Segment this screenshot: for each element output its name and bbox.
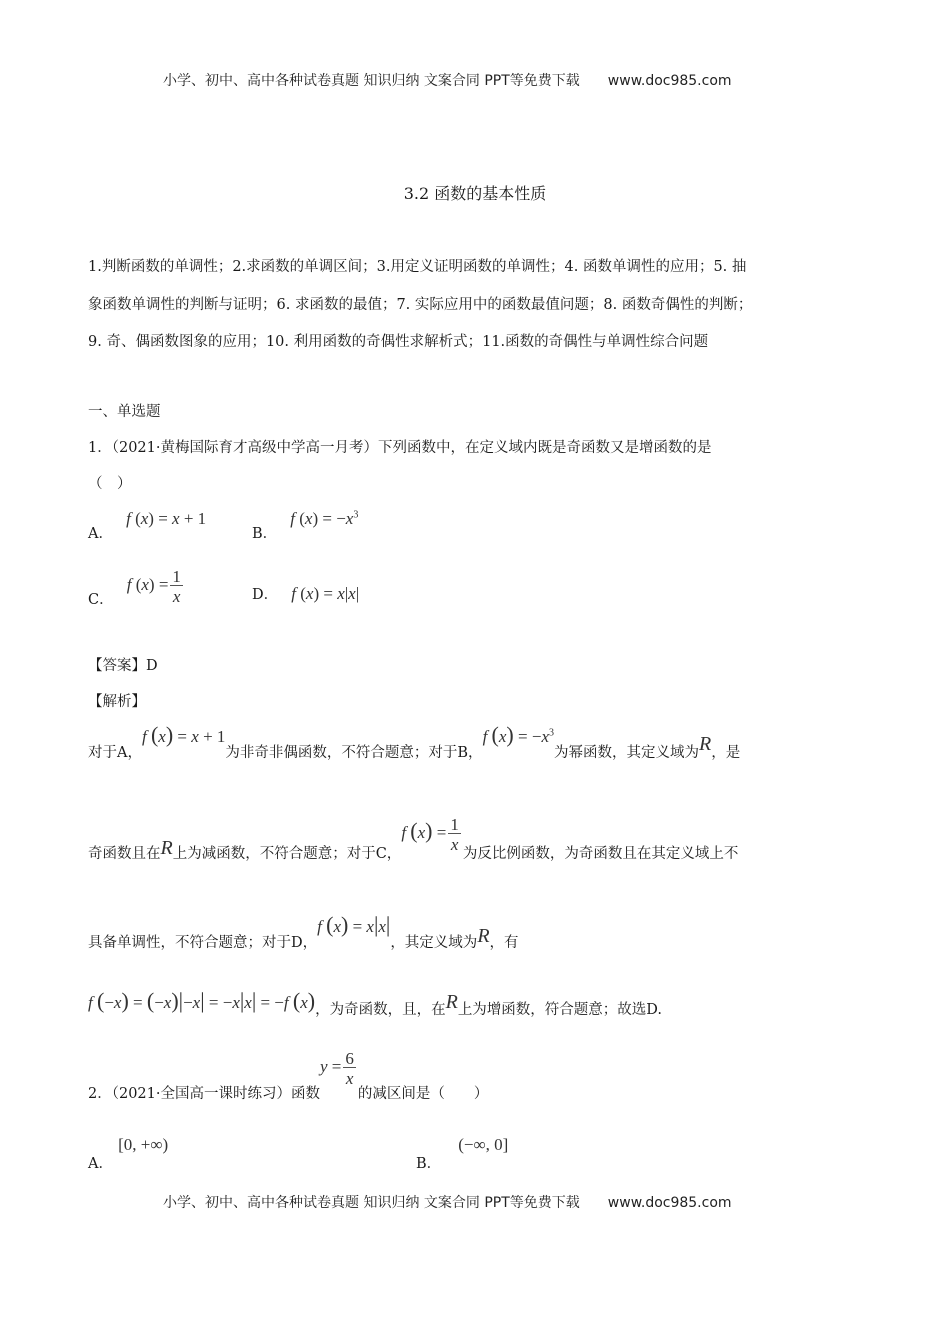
question-1-blank: （ ） <box>88 476 132 492</box>
formula-b: f $(x) = -x^3$ <box>482 722 554 747</box>
page-title: 3.2 函数的基本性质 <box>403 184 547 203</box>
formula-odd-proof: f (−x) = (−x)|−x| = −x|x| = −f (x) <box>88 988 316 1013</box>
option-b[interactable] <box>252 508 359 542</box>
option-label: D． <box>252 587 279 603</box>
analysis-text: 具备单调性，不符合题意；对于D， <box>88 935 318 951</box>
analysis-label: 【解析】 <box>88 694 146 710</box>
analysis-line-4 <box>88 988 663 1018</box>
set-r: R <box>477 925 490 947</box>
option-c-formula: f (x) = $\frac{1}{x}$ <box>126 567 181 606</box>
header-banner-url[interactable]: www.doc985.com <box>607 73 732 89</box>
option-a-formula: f (x) = x + 1 <box>126 509 207 528</box>
formula-d: f (x) = x|x| <box>317 912 391 937</box>
option-label: A． <box>88 1156 113 1172</box>
analysis-text: ，为奇函数，且，在 <box>315 1002 446 1018</box>
footer-banner-text: 小学、初中、高中各种试卷真题 知识归纳 文案合同 PPT等免费下载 <box>163 1195 580 1211</box>
option-c[interactable] <box>88 567 185 609</box>
question-text-end: 的减区间是（ ） <box>357 1086 489 1103</box>
section-heading: 一、单选题 <box>88 404 161 420</box>
option-label: A． <box>88 526 113 542</box>
q2-option-a[interactable] <box>88 1134 169 1172</box>
q2-option-a-formula: [0, +∞) <box>118 1135 169 1154</box>
option-a[interactable] <box>88 508 207 542</box>
analysis-text: 奇函数且在 <box>88 846 161 863</box>
header-banner <box>163 70 732 90</box>
question-2-stem <box>88 1049 489 1103</box>
option-b-formula: f $(x) = -x^3$ <box>290 509 359 528</box>
question-1-stem <box>88 436 712 457</box>
option-d[interactable] <box>252 583 359 604</box>
analysis-line-1 <box>88 722 741 761</box>
q2-option-b[interactable] <box>416 1134 509 1172</box>
question-number: 2． <box>88 1086 112 1103</box>
set-r: R <box>698 733 712 755</box>
analysis-text: 为幂函数，其定义域为 <box>553 745 699 761</box>
analysis-text: ，其定义域为 <box>390 935 478 951</box>
analysis-text: 为非奇非偶函数，不符合题意；对于B， <box>225 745 483 761</box>
answer-line <box>88 654 158 675</box>
question-text: （2021·全国高一课时练习）函数 <box>111 1086 320 1103</box>
question-text: （2021·黄梅国际育才高级中学高一月考）下列函数中，在定义域内既是奇函数又是增函数的是 <box>111 440 712 456</box>
analysis-text: 为反比例函数，为奇函数且在其定义域上不 <box>462 846 739 863</box>
footer-banner <box>163 1192 732 1212</box>
answer-label: 【答案】 <box>88 658 146 674</box>
analysis-text: 上为增函数，符合题意；故选D. <box>457 1002 663 1018</box>
option-label: B． <box>252 526 278 542</box>
analysis-text: ，是 <box>711 745 741 761</box>
topics-line-3: 9. 奇、偶函数图象的应用；10. 利用函数的奇偶性求解析式；11.函数的奇偶性与单调性综合问题 <box>88 334 709 350</box>
q2-option-b-formula: (−∞, 0] <box>458 1135 509 1154</box>
answer-value: D <box>146 658 158 674</box>
topics-line-1: 1.判断函数的单调性；2.求函数的单调区间；3.用定义证明函数的单调性；4. 函数单调性的应用；5. 抽 <box>88 259 747 275</box>
formula-y-6-over-x: y = $\frac{6}{x}$ <box>320 1049 354 1088</box>
formula-a: f (x) = x + 1 <box>141 722 226 747</box>
analysis-line-2 <box>88 815 739 863</box>
question-number: 1． <box>88 440 112 456</box>
option-label: C． <box>88 592 114 609</box>
formula-c: f (x) = $\frac{1}{x}$ <box>401 815 459 854</box>
header-banner-text: 小学、初中、高中各种试卷真题 知识归纳 文案合同 PPT等免费下载 <box>163 73 580 89</box>
footer-banner-url[interactable]: www.doc985.com <box>607 1195 732 1211</box>
set-r: R <box>445 991 458 1013</box>
analysis-text: 上为减函数，不符合题意；对于C， <box>172 846 402 863</box>
analysis-line-3 <box>88 912 519 951</box>
analysis-text: ，有 <box>489 935 519 951</box>
topics-line-2: 象函数单调性的判断与证明；6. 求函数的最值；7. 实际应用中的函数最值问题；8. 函数奇偶性的判断； <box>88 297 753 313</box>
option-d-formula: f (x) = x|x| <box>291 584 360 603</box>
option-label: B． <box>416 1156 442 1172</box>
analysis-text: 对于A， <box>88 745 142 761</box>
set-r: R <box>160 837 173 860</box>
